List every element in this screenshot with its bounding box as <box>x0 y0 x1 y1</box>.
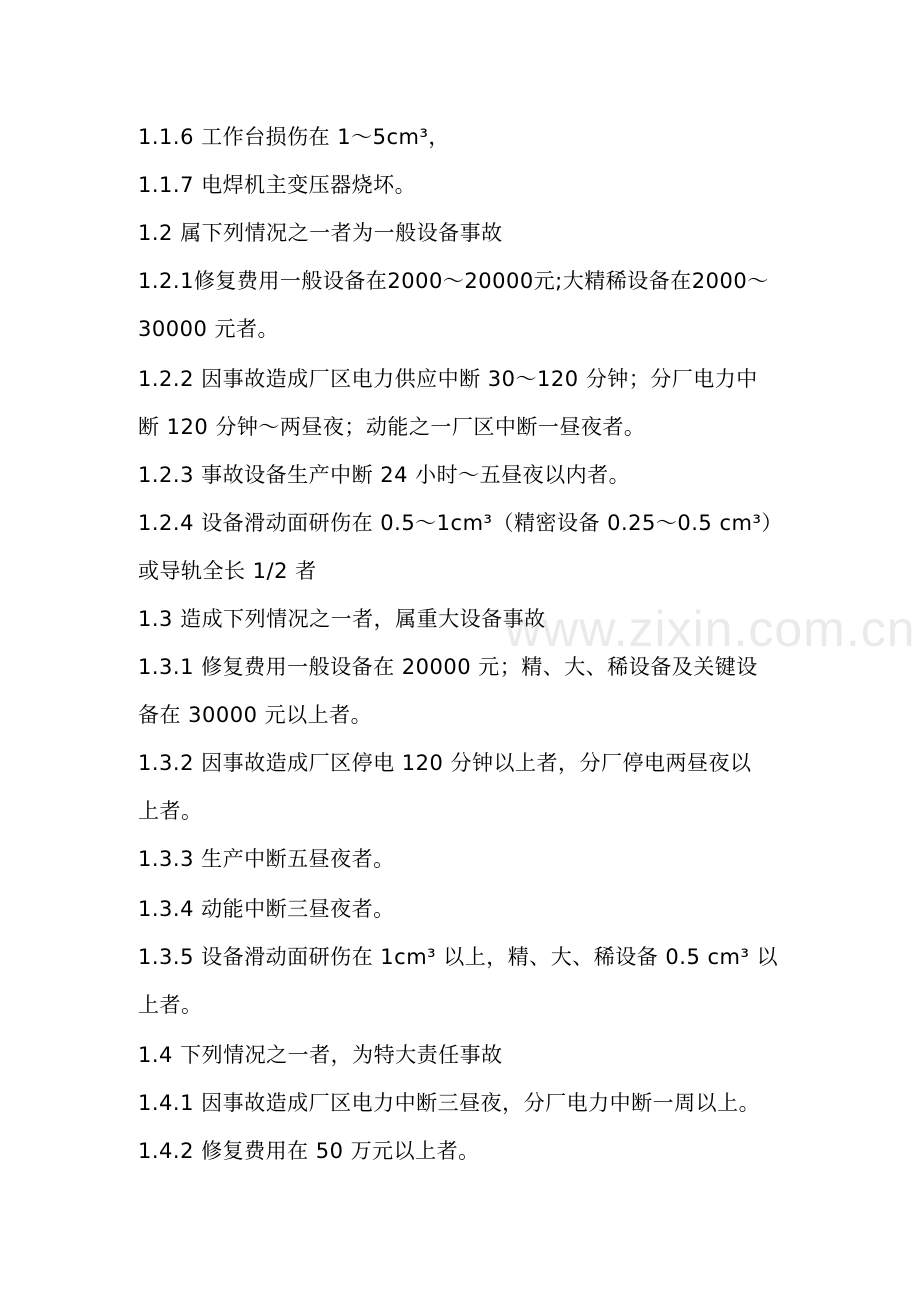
text-line-1-4-2: 1.4.2 修复费用在 50 万元以上者。 <box>138 1139 480 1163</box>
text-line-1-3-1-cont: 备在 30000 元以上者。 <box>138 703 373 727</box>
text-line-1-3-2-cont: 上者。 <box>138 799 203 823</box>
text-line-1-3-1: 1.3.1 修复费用一般设备在 20000 元；精、大、稀设备及关键设 <box>138 655 758 679</box>
text-line-1-2-4: 1.2.4 设备滑动面研伤在 0.5～1cm³（精密设备 0.25～0.5 cm³） <box>138 511 783 535</box>
text-line-1-2-2: 1.2.2 因事故造成厂区电力供应中断 30～120 分钟；分厂电力中 <box>138 367 758 391</box>
section-heading-1-3: 1.3 造成下列情况之一者，属重大设备事故 <box>138 607 546 631</box>
text-line-1-3-4: 1.3.4 动能中断三昼夜者。 <box>138 897 395 921</box>
text-line-1-2-3: 1.2.3 事故设备生产中断 24 小时～五昼夜以内者。 <box>138 463 631 487</box>
text-line-1-3-5-cont: 上者。 <box>138 993 203 1017</box>
watermark: www.zixin.com.cn <box>505 601 916 657</box>
text-line-1-2-4-cont: 或导轨全长 1/2 者 <box>138 559 317 583</box>
section-heading-1-2: 1.2 属下列情况之一者为一般设备事故 <box>138 221 503 245</box>
text-line-1-4-1: 1.4.1 因事故造成厂区电力中断三昼夜，分厂电力中断一周以上。 <box>138 1091 761 1115</box>
text-line-1-2-1: 1.2.1修复费用一般设备在2000～20000元;大精稀设备在2000～ <box>138 269 769 293</box>
text-line-1-3-3: 1.3.3 生产中断五昼夜者。 <box>138 847 395 871</box>
text-line-1-1-7: 1.1.7 电焊机主变压器烧坏。 <box>138 173 417 197</box>
section-heading-1-4: 1.4 下列情况之一者，为特大责任事故 <box>138 1043 503 1067</box>
text-line-1-2-1-cont: 30000 元者。 <box>138 317 279 341</box>
text-line-1-1-6: 1.1.6 工作台损伤在 1～5cm³， <box>138 125 450 149</box>
text-line-1-3-5: 1.3.5 设备滑动面研伤在 1cm³ 以上，精、大、稀设备 0.5 cm³ 以 <box>138 945 779 969</box>
text-line-1-3-2: 1.3.2 因事故造成厂区停电 120 分钟以上者，分厂停电两昼夜以 <box>138 751 752 775</box>
text-line-1-2-2-cont: 断 120 分钟～两昼夜；动能之一厂区中断一昼夜者。 <box>138 415 646 439</box>
